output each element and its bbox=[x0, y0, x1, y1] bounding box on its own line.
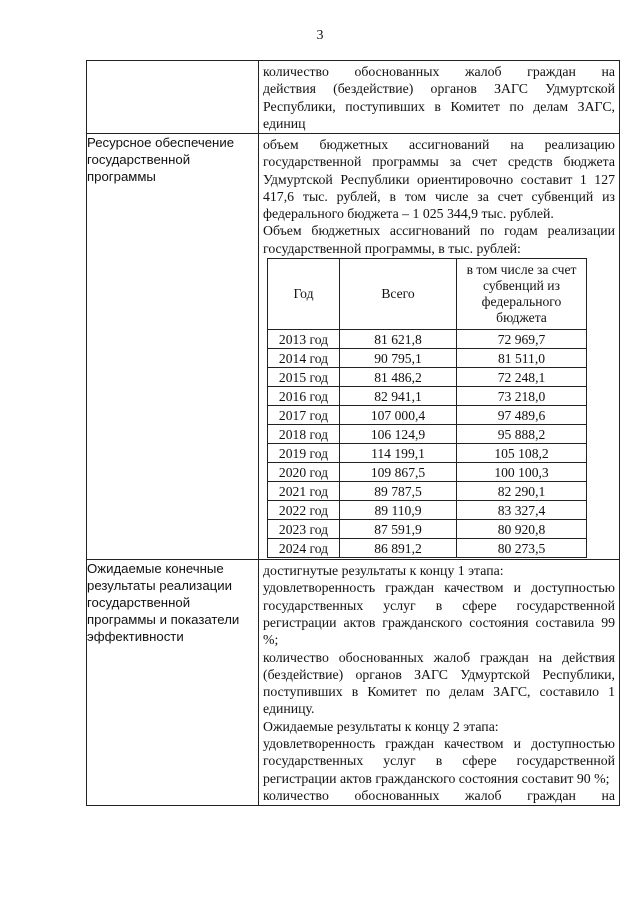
cell-subventions: 100 100,3 bbox=[457, 463, 587, 482]
budget-row bbox=[268, 406, 587, 425]
cell-subventions: 81 511,0 bbox=[457, 349, 587, 368]
results-paragraph: удовлетворенность граждан качеством и доступностью государственных услуг в сфере государственной регистрации актов гражданского состояния составила 99 %; bbox=[263, 580, 615, 648]
cell-total: 89 110,9 bbox=[340, 501, 457, 520]
results-last-line: количество обоснованных жалоб граждан на bbox=[263, 787, 615, 803]
row-content bbox=[259, 560, 620, 806]
table-row bbox=[87, 560, 620, 806]
results-paragraph: удовлетворенность граждан качеством и доступностью государственных услуг в сфере государственной регистрации актов гражданского состояния составит 90 %; bbox=[263, 736, 615, 786]
cell-year: 2013 год bbox=[268, 330, 340, 349]
cell-year: 2014 год bbox=[268, 349, 340, 368]
budget-row bbox=[268, 349, 587, 368]
resources-by-year-paragraph: Объем бюджетных ассигнований по годам реализации государственной программы, в тыс. рублей: bbox=[263, 223, 615, 256]
text-line: действия (бездействие) органов ЗАГС Удмуртской bbox=[263, 81, 615, 97]
cell-subventions: 80 273,5 bbox=[457, 539, 587, 558]
header-subventions: в том числе за счет субвенций из федерального бюджета bbox=[457, 259, 587, 330]
results-paragraph: количество обоснованных жалоб граждан на действия (бездействие) органов ЗАГС Удмуртской Республики, поступивших в Комитет по делам ЗАГС, составило 1 единицу. bbox=[263, 649, 615, 717]
row-content bbox=[259, 61, 620, 134]
cell-total: 81 486,2 bbox=[340, 368, 457, 387]
cell-total: 114 199,1 bbox=[340, 444, 457, 463]
cell-subventions: 82 290,1 bbox=[457, 482, 587, 501]
row-content bbox=[259, 134, 620, 560]
cell-year: 2017 год bbox=[268, 406, 340, 425]
cell-year: 2024 год bbox=[268, 539, 340, 558]
cell-year: 2022 год bbox=[268, 501, 340, 520]
results-paragraph: достигнутые результаты к концу 1 этапа: bbox=[263, 563, 504, 579]
header-year: Год bbox=[268, 259, 340, 330]
budget-row bbox=[268, 520, 587, 539]
budget-table bbox=[267, 258, 587, 558]
results-paragraph: Ожидаемые результаты к концу 2 этапа: bbox=[263, 718, 499, 734]
cell-total: 89 787,5 bbox=[340, 482, 457, 501]
budget-header-row bbox=[268, 259, 587, 330]
cell-subventions: 72 969,7 bbox=[457, 330, 587, 349]
passport-table bbox=[86, 60, 620, 806]
cell-total: 109 867,5 bbox=[340, 463, 457, 482]
table-row bbox=[87, 134, 620, 560]
budget-row bbox=[268, 539, 587, 558]
cell-year: 2016 год bbox=[268, 387, 340, 406]
row-label-resources: Ресурсное обеспечение государственной программы bbox=[87, 134, 259, 560]
text-line: количество обоснованных жалоб граждан на bbox=[263, 64, 615, 79]
budget-row bbox=[268, 387, 587, 406]
text-line: единиц bbox=[263, 115, 306, 131]
cell-year: 2020 год bbox=[268, 463, 340, 482]
budget-row bbox=[268, 444, 587, 463]
resources-paragraph: объем бюджетных ассигнований на реализацию государственной программы за счет средств бюджета Удмуртской Республики ориентировочно составит 1 127 417,6 тыс. рублей, в том числе за счет субвенций из федерального бюджета – 1 025 344,9 тыс. рублей. bbox=[263, 137, 615, 222]
cell-year: 2021 год bbox=[268, 482, 340, 501]
page-number: 3 bbox=[316, 28, 324, 43]
cell-subventions: 95 888,2 bbox=[457, 425, 587, 444]
budget-row bbox=[268, 425, 587, 444]
cell-subventions: 105 108,2 bbox=[457, 444, 587, 463]
cell-total: 86 891,2 bbox=[340, 539, 457, 558]
budget-row bbox=[268, 330, 587, 349]
cell-subventions: 97 489,6 bbox=[457, 406, 587, 425]
cell-total: 106 124,9 bbox=[340, 425, 457, 444]
table-row bbox=[87, 61, 620, 134]
budget-row bbox=[268, 368, 587, 387]
cell-year: 2019 год bbox=[268, 444, 340, 463]
cell-total: 87 591,9 bbox=[340, 520, 457, 539]
budget-row bbox=[268, 463, 587, 482]
row-label-empty bbox=[87, 61, 259, 134]
cell-subventions: 83 327,4 bbox=[457, 501, 587, 520]
row-label-results: Ожидаемые конечные результаты реализации государственной программы и показатели эффективности bbox=[87, 560, 259, 806]
cell-year: 2018 год bbox=[268, 425, 340, 444]
text-line: Республики, поступивших в Комитет по делам ЗАГС, bbox=[263, 98, 615, 114]
cell-total: 90 795,1 bbox=[340, 349, 457, 368]
cell-subventions: 72 248,1 bbox=[457, 368, 587, 387]
header-total: Всего bbox=[340, 259, 457, 330]
budget-row bbox=[268, 482, 587, 501]
cell-subventions: 80 920,8 bbox=[457, 520, 587, 539]
cell-total: 81 621,8 bbox=[340, 330, 457, 349]
cell-total: 82 941,1 bbox=[340, 387, 457, 406]
cell-subventions: 73 218,0 bbox=[457, 387, 587, 406]
cell-total: 107 000,4 bbox=[340, 406, 457, 425]
cell-year: 2015 год bbox=[268, 368, 340, 387]
budget-row bbox=[268, 501, 587, 520]
cell-year: 2023 год bbox=[268, 520, 340, 539]
